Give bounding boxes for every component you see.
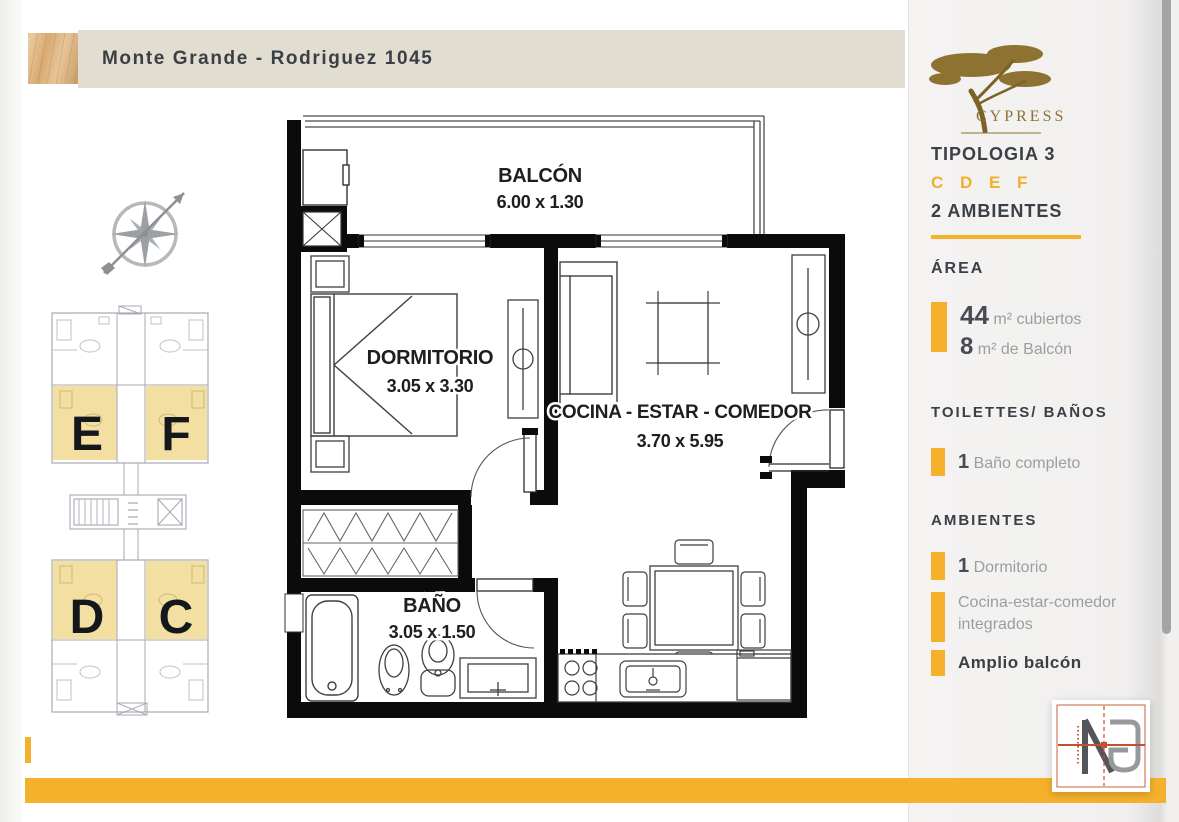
- coffee-table: [646, 291, 720, 375]
- bathroom-door: [477, 579, 534, 648]
- compass-icon: [88, 178, 200, 290]
- bedroom-door: [471, 428, 538, 497]
- cocina-dims: 3.70 x 5.95: [636, 431, 724, 451]
- bottom-accent-band: [25, 778, 1166, 803]
- balcon-label: BALCÓN: [498, 165, 582, 187]
- bidet: [379, 645, 409, 695]
- ambientes-count: 2 AMBIENTES: [931, 201, 1063, 221]
- dorm-count: 1: [958, 555, 970, 577]
- unit-letter-e: E: [70, 408, 104, 461]
- cocina-label: COCINA - ESTAR - COMEDOR: [548, 402, 812, 423]
- shaft-box: [303, 212, 341, 246]
- amplio-balcon-label: Amplio balcón: [958, 653, 1082, 672]
- sofa: [560, 262, 617, 408]
- bullet-bar-icon: [931, 592, 945, 642]
- ambiente-item-balcon: [931, 650, 1082, 676]
- bullet-bar-icon: [931, 448, 945, 476]
- unit-letter-f: F: [161, 408, 191, 461]
- dorm-label: Dormitorio: [969, 559, 1048, 576]
- stove-knobs: [560, 649, 597, 654]
- bath-count: 1: [958, 451, 970, 473]
- page-left-margin: [0, 0, 22, 822]
- scrollbar-thumb[interactable]: [1162, 0, 1171, 634]
- sidebar: [908, 0, 1179, 822]
- bath-label: Baño completo: [969, 455, 1081, 472]
- typology-block: [931, 144, 1081, 239]
- ambiente-item-dormitorio: [931, 552, 1047, 582]
- brand-name: CYPRESS: [976, 108, 1067, 125]
- vanity-sink: [460, 658, 536, 698]
- stair-core: [70, 495, 186, 529]
- balcon-dims: 6.00 x 1.30: [496, 192, 584, 212]
- tv-unit: [792, 255, 825, 393]
- unit-letter-d: D: [69, 591, 105, 644]
- cypress-logo-icon: [923, 33, 1073, 143]
- balcony-area-value: 8: [960, 333, 974, 360]
- toilettes-heading: TOILETTES/ BAÑOS: [931, 404, 1108, 421]
- covered-area-value: 44: [960, 300, 989, 330]
- area-item: [931, 302, 1081, 363]
- typology-title: TIPOLOGIA 3: [931, 144, 1056, 164]
- ambientes-heading: AMBIENTES: [931, 512, 1038, 529]
- kitchen-counter: [558, 649, 791, 702]
- unit-letter-c: C: [158, 591, 194, 644]
- bathtub: [306, 595, 358, 701]
- bano-dims: 3.05 x 1.50: [388, 622, 476, 642]
- dormitorio-label: DORMITORIO: [366, 347, 494, 369]
- balcony-area-label: m² de Balcón: [973, 341, 1073, 358]
- covered-area-label: m² cubiertos: [988, 311, 1082, 328]
- ng-logo: [1052, 700, 1150, 792]
- wood-texture-chip: [28, 33, 78, 84]
- closet: [303, 510, 458, 576]
- accent-rule: [931, 235, 1081, 239]
- dormitorio-dims: 3.05 x 3.30: [386, 376, 474, 396]
- page-title: Monte Grande - Rodriguez 1045: [102, 48, 434, 69]
- floor-plan: [283, 112, 908, 734]
- site-key-plan: [38, 300, 218, 745]
- toilet: [421, 635, 455, 696]
- bullet-bar-icon: [931, 302, 947, 352]
- dining-table: [650, 566, 738, 650]
- ng-logo-icon: [1052, 700, 1150, 792]
- bath-niche: [285, 594, 303, 632]
- cocina-integrados-label: Cocina-estar-comedor integrados: [958, 594, 1117, 633]
- bullet-bar-icon: [931, 650, 945, 676]
- toilettes-item: [931, 448, 1080, 478]
- header-banner: [78, 30, 905, 88]
- dresser: [508, 300, 538, 418]
- bano-label: BAÑO: [403, 595, 461, 617]
- area-heading: ÁREA: [931, 260, 985, 277]
- balcony-ac-unit: [303, 150, 349, 205]
- unit-letters: C D E F: [931, 173, 1034, 192]
- ambiente-item-cocina: [931, 592, 1136, 642]
- accent-tick: [25, 737, 31, 763]
- bullet-bar-icon: [931, 552, 945, 580]
